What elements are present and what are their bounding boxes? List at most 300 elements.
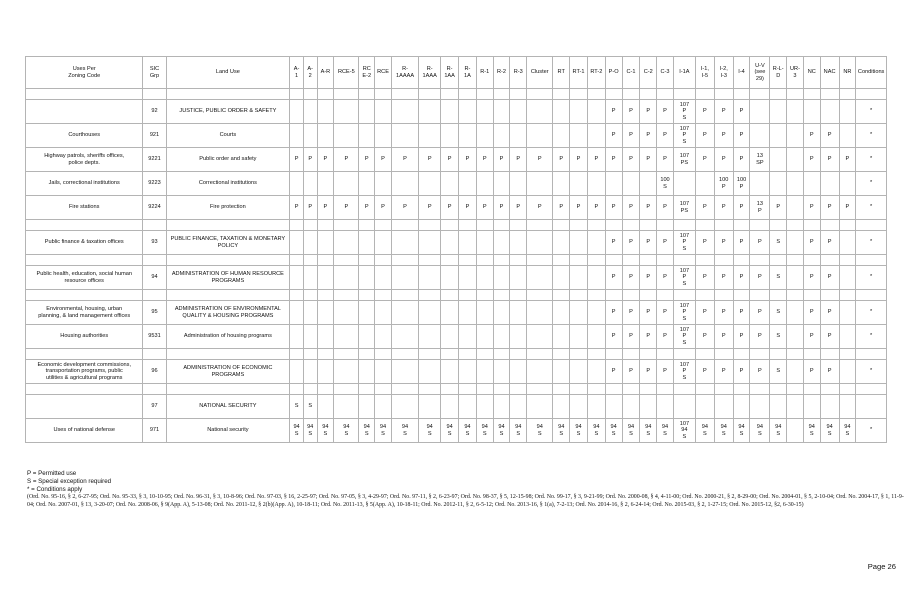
table-header-row [26, 57, 887, 89]
table-cell [334, 349, 359, 360]
table-cell [441, 384, 459, 395]
table-cell [419, 384, 441, 395]
table-cell: P [803, 231, 820, 255]
table-cell: P [605, 124, 622, 148]
table-cell [820, 220, 839, 231]
table-cell: P [640, 266, 657, 290]
table-cell [419, 89, 441, 100]
table-cell [820, 100, 839, 124]
table-cell: P [640, 148, 657, 172]
table-cell: P [359, 196, 375, 220]
table-cell [375, 100, 392, 124]
column-header: Land Use [166, 57, 290, 89]
table-cell: P [695, 266, 714, 290]
table-cell: 94 S [770, 419, 787, 443]
table-cell [510, 384, 527, 395]
table-cell [714, 384, 733, 395]
table-cell [527, 255, 553, 266]
table-cell [375, 349, 392, 360]
table-cell: P [820, 148, 839, 172]
table-cell: P [476, 148, 493, 172]
table-cell: P [605, 266, 622, 290]
table-cell [750, 220, 770, 231]
table-cell [527, 360, 553, 384]
table-cell [820, 395, 839, 419]
table-cell [839, 266, 856, 290]
table-cell [510, 360, 527, 384]
table-cell: P [803, 196, 820, 220]
table-cell: P [334, 148, 359, 172]
table-cell: P [803, 148, 820, 172]
table-cell [587, 290, 605, 301]
table-cell [803, 100, 820, 124]
table-cell [493, 231, 510, 255]
table-cell [820, 349, 839, 360]
table-cell [640, 255, 657, 266]
table-cell [391, 231, 418, 255]
table-cell: P [290, 196, 304, 220]
table-cell: ADMINISTRATION OF HUMAN RESOURCE PROGRAMS [166, 266, 290, 290]
table-cell [290, 266, 304, 290]
table-cell [673, 290, 695, 301]
table-cell: P [640, 231, 657, 255]
table-cell [657, 384, 674, 395]
table-cell [493, 384, 510, 395]
table-cell [375, 255, 392, 266]
table-cell: P [695, 231, 714, 255]
table-cell [553, 100, 570, 124]
table-cell [640, 220, 657, 231]
table-cell [673, 384, 695, 395]
column-header: I-2, I-3 [714, 57, 733, 89]
table-cell [334, 89, 359, 100]
table-cell [770, 124, 787, 148]
table-cell [803, 172, 820, 196]
table-cell [317, 266, 334, 290]
table-cell: 94 S [570, 419, 588, 443]
table-cell [334, 172, 359, 196]
table-cell [750, 89, 770, 100]
table-cell [441, 231, 459, 255]
column-header: RT-2 [587, 57, 605, 89]
table-cell [476, 301, 493, 325]
table-cell [750, 384, 770, 395]
table-cell [317, 100, 334, 124]
table-row [26, 148, 887, 172]
table-cell [587, 255, 605, 266]
table-cell [553, 172, 570, 196]
column-header: RT [553, 57, 570, 89]
table-cell [510, 395, 527, 419]
table-cell [166, 290, 290, 301]
table-cell [839, 325, 856, 349]
table-cell [166, 384, 290, 395]
table-cell [459, 325, 477, 349]
table-cell [673, 172, 695, 196]
table-cell [303, 172, 317, 196]
table-cell [419, 220, 441, 231]
table-cell: 95 [143, 301, 166, 325]
table-cell [839, 100, 856, 124]
table-cell: P [695, 301, 714, 325]
table-cell [317, 172, 334, 196]
table-cell [553, 349, 570, 360]
table-cell: 94 S [553, 419, 570, 443]
table-cell [317, 89, 334, 100]
table-cell: P [733, 266, 750, 290]
column-header: Conditions [856, 57, 887, 89]
table-cell: P [733, 301, 750, 325]
table-cell [317, 290, 334, 301]
table-cell [26, 290, 143, 301]
table-cell [441, 255, 459, 266]
table-cell [493, 100, 510, 124]
table-cell [695, 255, 714, 266]
table-cell [803, 89, 820, 100]
table-cell: P [317, 196, 334, 220]
table-cell: Fire protection [166, 196, 290, 220]
table-cell [26, 89, 143, 100]
table-cell [695, 172, 714, 196]
table-cell: 94 S [714, 419, 733, 443]
table-cell [622, 220, 640, 231]
table-cell: * [856, 124, 887, 148]
table-cell [375, 290, 392, 301]
table-cell: P [605, 196, 622, 220]
table-cell [26, 220, 143, 231]
table-cell [714, 349, 733, 360]
table-cell [476, 255, 493, 266]
column-header: I-1, I-5 [695, 57, 714, 89]
column-header: NAC [820, 57, 839, 89]
table-cell: P [820, 266, 839, 290]
table-cell [317, 349, 334, 360]
table-cell: P [527, 148, 553, 172]
table-cell [359, 349, 375, 360]
table-cell [375, 395, 392, 419]
table-cell [622, 172, 640, 196]
table-cell [419, 301, 441, 325]
table-cell [166, 255, 290, 266]
table-cell: P [733, 325, 750, 349]
table-cell [290, 220, 304, 231]
table-cell: P [733, 124, 750, 148]
table-cell: P [714, 266, 733, 290]
table-cell: S [290, 395, 304, 419]
table-cell [570, 100, 588, 124]
table-cell: 921 [143, 124, 166, 148]
table-cell: 107 P S [673, 231, 695, 255]
table-cell [510, 124, 527, 148]
table-cell [334, 290, 359, 301]
table-cell [419, 266, 441, 290]
table-row [26, 196, 887, 220]
table-cell [553, 301, 570, 325]
table-cell: 107 P S [673, 325, 695, 349]
table-cell: Courts [166, 124, 290, 148]
table-cell: ADMINISTRATION OF ENVIRONMENTAL QUALITY & HOUSING PROGRAMS [166, 301, 290, 325]
table-cell [476, 124, 493, 148]
table-cell: 94 S [527, 419, 553, 443]
table-cell [803, 220, 820, 231]
table-cell [570, 266, 588, 290]
table-cell [26, 255, 143, 266]
table-cell [441, 325, 459, 349]
table-cell: National security [166, 419, 290, 443]
table-cell [303, 290, 317, 301]
table-cell [640, 384, 657, 395]
table-cell: 94 S [695, 419, 714, 443]
table-cell [391, 349, 418, 360]
table-row [26, 266, 887, 290]
table-cell [839, 255, 856, 266]
table-cell: P [803, 301, 820, 325]
table-cell: P [640, 325, 657, 349]
table-cell [303, 89, 317, 100]
table-cell [657, 220, 674, 231]
table-row [26, 124, 887, 148]
table-cell: P [657, 360, 674, 384]
table-cell: P [622, 360, 640, 384]
table-cell: 100 S [657, 172, 674, 196]
table-cell: P [820, 196, 839, 220]
column-header: Uses Per Zoning Code [26, 57, 143, 89]
table-cell: P [303, 148, 317, 172]
table-cell [570, 301, 588, 325]
table-cell [459, 231, 477, 255]
table-cell [441, 349, 459, 360]
table-cell: P [733, 148, 750, 172]
column-header: U-V (see 29) [750, 57, 770, 89]
table-cell [527, 325, 553, 349]
table-cell [714, 290, 733, 301]
table-cell [695, 395, 714, 419]
table-cell [26, 384, 143, 395]
table-cell: P [714, 360, 733, 384]
table-cell: P [820, 301, 839, 325]
table-cell [441, 89, 459, 100]
table-cell [820, 172, 839, 196]
table-cell [787, 100, 804, 124]
table-cell [359, 89, 375, 100]
column-header: RCE [375, 57, 392, 89]
table-cell [553, 384, 570, 395]
table-cell [317, 255, 334, 266]
table-cell: 97 [143, 395, 166, 419]
table-cell [375, 325, 392, 349]
table-cell [733, 89, 750, 100]
table-cell: 94 S [493, 419, 510, 443]
table-cell [553, 266, 570, 290]
table-cell [553, 395, 570, 419]
column-header: R-L- D [770, 57, 787, 89]
table-cell: P [695, 325, 714, 349]
table-cell: 94 S [359, 419, 375, 443]
table-cell: Correctional institutions [166, 172, 290, 196]
table-cell: P [391, 148, 418, 172]
table-cell [359, 301, 375, 325]
table-cell [622, 255, 640, 266]
table-cell [459, 255, 477, 266]
table-cell: * [856, 360, 887, 384]
table-cell [714, 255, 733, 266]
table-cell [839, 220, 856, 231]
table-cell [750, 349, 770, 360]
table-cell [493, 266, 510, 290]
table-cell: ADMINISTRATION OF ECONOMIC PROGRAMS [166, 360, 290, 384]
table-cell: P [622, 196, 640, 220]
table-cell [787, 231, 804, 255]
table-cell [493, 290, 510, 301]
table-cell [787, 349, 804, 360]
table-cell: P [714, 124, 733, 148]
column-header: A-R [317, 57, 334, 89]
table-cell: P [570, 196, 588, 220]
table-cell: P [750, 301, 770, 325]
table-cell [391, 360, 418, 384]
table-cell [587, 325, 605, 349]
table-cell: P [695, 148, 714, 172]
column-header: NR [839, 57, 856, 89]
table-cell [303, 124, 317, 148]
table-cell [419, 395, 441, 419]
table-cell [527, 290, 553, 301]
table-cell: P [695, 360, 714, 384]
table-cell [303, 100, 317, 124]
table-cell [476, 360, 493, 384]
table-cell [441, 360, 459, 384]
table-cell: Courthouses [26, 124, 143, 148]
table-cell [527, 266, 553, 290]
table-cell [419, 290, 441, 301]
table-cell: 94 S [419, 419, 441, 443]
table-cell: 94 S [334, 419, 359, 443]
table-cell [166, 89, 290, 100]
table-cell [476, 325, 493, 349]
table-cell: Public order and safety [166, 148, 290, 172]
table-cell: P [733, 231, 750, 255]
column-header: C-3 [657, 57, 674, 89]
table-cell: P [622, 266, 640, 290]
table-cell: PUBLIC FINANCE, TAXATION & MONETARY POLICY [166, 231, 290, 255]
table-cell [570, 384, 588, 395]
table-cell [605, 89, 622, 100]
table-cell: P [510, 196, 527, 220]
table-cell: 94 S [803, 419, 820, 443]
table-cell: 94 S [587, 419, 605, 443]
table-cell [334, 384, 359, 395]
table-cell [493, 172, 510, 196]
table-cell [622, 349, 640, 360]
table-cell [856, 220, 887, 231]
table-cell [143, 290, 166, 301]
table-cell [640, 290, 657, 301]
table-cell [290, 124, 304, 148]
table-cell: Fire stations [26, 196, 143, 220]
table-cell [459, 384, 477, 395]
table-cell: P [587, 148, 605, 172]
table-cell [419, 100, 441, 124]
table-cell [803, 255, 820, 266]
table-cell [510, 325, 527, 349]
table-cell [587, 360, 605, 384]
table-cell [359, 231, 375, 255]
table-cell: P [419, 148, 441, 172]
table-cell: P [317, 148, 334, 172]
table-cell: * [856, 196, 887, 220]
table-cell: 13 SP [750, 148, 770, 172]
table-cell [820, 255, 839, 266]
zoning-table-container [25, 56, 887, 443]
table-cell [391, 384, 418, 395]
table-cell: P [640, 124, 657, 148]
column-header: I-4 [733, 57, 750, 89]
table-cell: P [750, 266, 770, 290]
table-cell [334, 360, 359, 384]
table-cell [476, 100, 493, 124]
table-cell: P [750, 325, 770, 349]
table-cell [622, 384, 640, 395]
table-row [26, 231, 887, 255]
table-cell [476, 290, 493, 301]
table-cell [553, 290, 570, 301]
table-cell [359, 384, 375, 395]
column-header: R- 1AA [441, 57, 459, 89]
table-cell [856, 349, 887, 360]
table-cell: Public health, education, social human resource offices [26, 266, 143, 290]
table-cell [419, 360, 441, 384]
table-cell [26, 100, 143, 124]
table-cell [553, 231, 570, 255]
table-cell: 107 P S [673, 124, 695, 148]
table-cell [359, 220, 375, 231]
table-cell [290, 384, 304, 395]
table-cell [640, 89, 657, 100]
table-cell [375, 124, 392, 148]
table-cell [476, 349, 493, 360]
table-cell [673, 349, 695, 360]
column-header: P-O [605, 57, 622, 89]
table-cell [419, 124, 441, 148]
table-cell [714, 220, 733, 231]
table-cell: P [803, 266, 820, 290]
table-cell [750, 290, 770, 301]
table-cell [839, 384, 856, 395]
table-cell: 94 S [839, 419, 856, 443]
table-cell: * [856, 419, 887, 443]
table-cell [673, 255, 695, 266]
column-header: RT-1 [570, 57, 588, 89]
table-cell [587, 100, 605, 124]
table-cell [570, 255, 588, 266]
table-cell: P [441, 196, 459, 220]
table-cell: P [733, 360, 750, 384]
table-cell [856, 255, 887, 266]
table-cell [166, 220, 290, 231]
table-cell: P [657, 124, 674, 148]
table-cell: P [657, 301, 674, 325]
table-cell: P [714, 196, 733, 220]
table-cell [657, 255, 674, 266]
table-cell [26, 349, 143, 360]
table-cell [787, 360, 804, 384]
table-cell [476, 89, 493, 100]
table-cell [510, 100, 527, 124]
table-cell [303, 384, 317, 395]
table-cell [334, 231, 359, 255]
table-cell: P [657, 325, 674, 349]
table-cell: * [856, 266, 887, 290]
